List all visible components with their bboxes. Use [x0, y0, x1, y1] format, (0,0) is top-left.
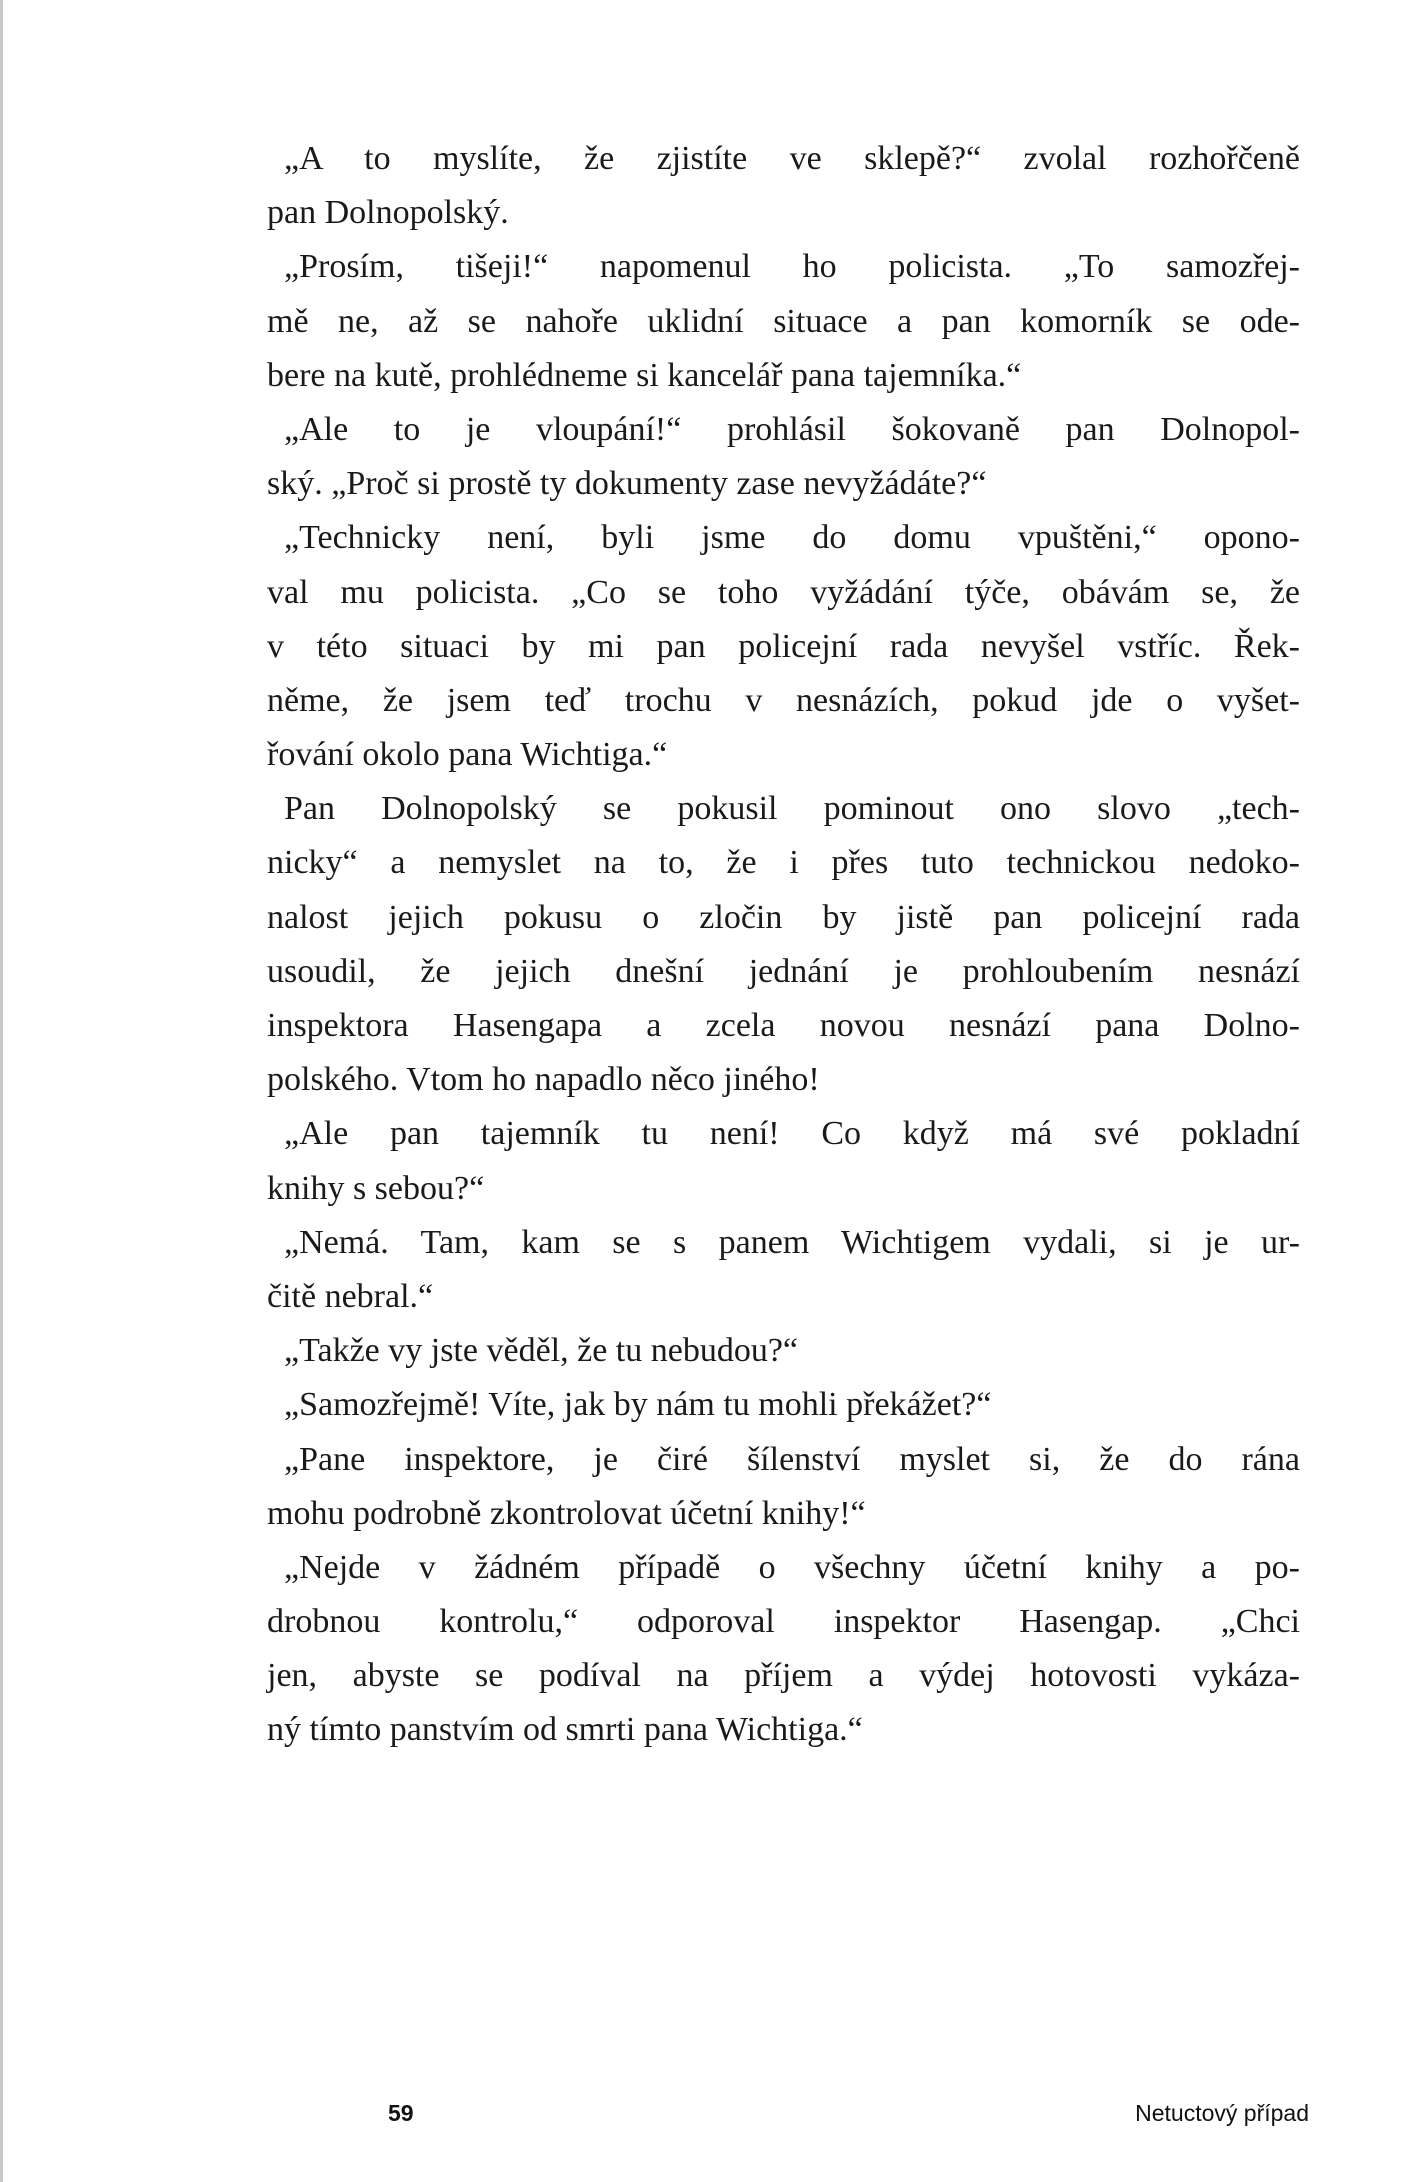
paragraph	[267, 782, 1300, 1107]
page-number: 59	[388, 2100, 414, 2126]
paragraph	[267, 1324, 1300, 1378]
text-line: bere na kutě, prohlédneme si kancelář pana tajemníka.“	[267, 356, 1022, 394]
paragraph	[267, 1541, 1300, 1758]
text-line: knihy s sebou?“	[267, 1169, 485, 1207]
text-line: val mu policista. „Co se toho vyžádání týče, obávám se, že	[267, 573, 1300, 611]
paragraph	[267, 1378, 1300, 1432]
paragraph	[267, 1107, 1300, 1215]
text-line: řování okolo pana Wichtiga.“	[267, 736, 668, 774]
paragraph	[267, 1216, 1300, 1324]
page-edge	[0, 0, 3, 2182]
text-line: ný tímto panstvím od smrti pana Wichtiga.“	[267, 1711, 863, 1749]
text-line: pan Dolnopolský.	[267, 194, 509, 232]
text-line: drobnou kontrolu,“ odporoval inspektor Hasengap. „Chci	[267, 1603, 1300, 1641]
text-line: „Technicky není, byli jsme do domu vpuštěni,“ opono-	[284, 519, 1300, 557]
text-line: „Ale pan tajemník tu není! Co když má své pokladní	[284, 1115, 1300, 1153]
text-line: nicky“ a nemyslet na to, že i přes tuto technickou nedoko-	[267, 844, 1300, 882]
paragraph	[267, 1433, 1300, 1541]
body-text	[267, 132, 1300, 1758]
text-line: čitě nebral.“	[267, 1277, 434, 1315]
text-line: usoudil, že jejich dnešní jednání je prohloubením nesnází	[267, 952, 1300, 990]
text-line: něme, že jsem teď trochu v nesnázích, pokud jde o vyšet-	[267, 681, 1300, 719]
text-line: „Ale to je vloupání!“ prohlásil šokovaně pan Dolnopol-	[284, 410, 1300, 448]
paragraph	[267, 240, 1300, 403]
text-line: v této situaci by mi pan policejní rada nevyšel vstříc. Řek-	[267, 627, 1300, 665]
text-line: mě ne, až se nahoře uklidní situace a pan komorník se ode-	[267, 302, 1300, 340]
text-line: polského. Vtom ho napadlo něco jiného!	[267, 1061, 820, 1099]
text-line: nalost jejich pokusu o zločin by jistě pan policejní rada	[267, 898, 1300, 936]
text-line: jen, abyste se podíval na příjem a výdej hotovosti vykáza-	[267, 1657, 1300, 1695]
text-line: „Nejde v žádném případě o všechny účetní knihy a po-	[284, 1548, 1300, 1586]
paragraph	[267, 511, 1300, 782]
text-line: „Takže vy jste věděl, že tu nebudou?“	[284, 1332, 799, 1370]
text-line: „Nemá. Tam, kam se s panem Wichtigem vydali, si je ur-	[284, 1223, 1300, 1261]
text-line: inspektora Hasengapa a zcela novou nesnází pana Dolno-	[267, 1007, 1300, 1044]
text-line: mohu podrobně zkontrolovat účetní knihy!“	[267, 1494, 866, 1532]
text-line: „Samozřejmě! Víte, jak by nám tu mohli překážet?“	[284, 1386, 992, 1424]
paragraph	[267, 403, 1300, 511]
text-line: „Prosím, tišeji!“ napomenul ho policista. „To samozřej-	[284, 248, 1300, 286]
paragraph	[267, 132, 1300, 240]
text-line: ský. „Proč si prostě ty dokumenty zase nevyžádáte?“	[267, 465, 987, 503]
text-line: Pan Dolnopolský se pokusil pominout ono slovo „tech-	[284, 790, 1300, 828]
running-footer-title: Netuctový případ	[1135, 2100, 1309, 2126]
text-line: „A to myslíte, že zjistíte ve sklepě?“ zvolal rozhořčeně	[284, 140, 1300, 177]
text-line: „Pane inspektore, je čiré šílenství myslet si, že do rána	[284, 1440, 1300, 1478]
